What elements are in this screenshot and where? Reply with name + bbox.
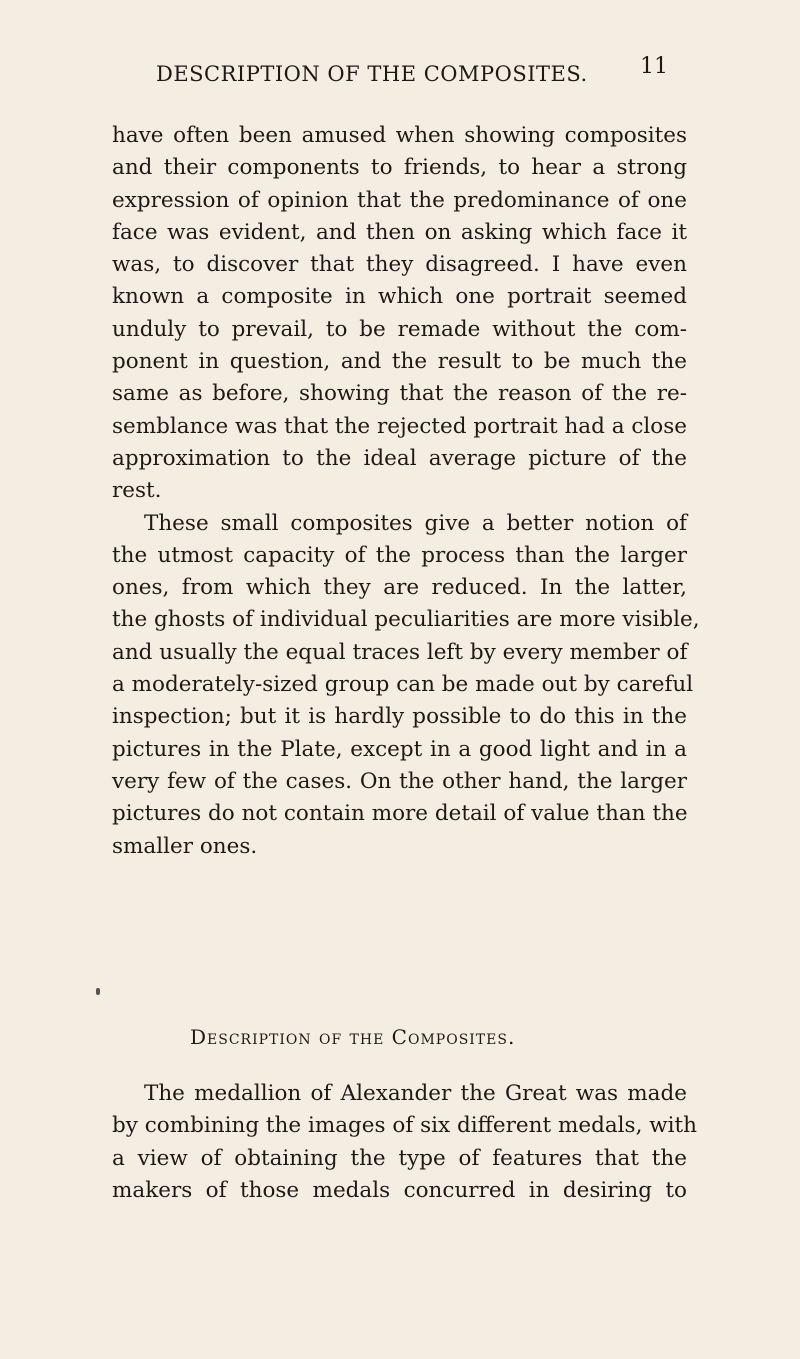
text-line: rest. [112, 478, 162, 504]
text-line: unduly to prevail, to be remade without the com- [112, 316, 687, 342]
text-line: pictures do not contain more detail of value than the [112, 801, 688, 827]
text-line: face was evident, and then on asking which face it [112, 219, 687, 245]
text-line: expression of opinion that the predominance of one [112, 187, 687, 213]
text-line: was, to discover that they disagreed. I have even [112, 252, 687, 278]
text-line: The medallion of Alexander the Great was made [144, 1081, 687, 1106]
text-line: ponent in question, and the result to be much the [112, 349, 687, 375]
text-line: by combining the images of six different medals, with [112, 1113, 698, 1139]
text-line: the utmost capacity of the process than the larger [112, 542, 687, 568]
text-line: very few of the cases. On the other hand, the larger [112, 768, 687, 794]
paragraph-1 [112, 120, 687, 508]
text-line: and their components to friends, to hear a strong [112, 155, 687, 181]
text-line: known a composite in which one portrait seemed [112, 284, 687, 310]
text-line: a moderately-sized group can be made out by careful [112, 672, 694, 698]
text-line: ones, from which they are reduced. In the latter, [112, 575, 687, 601]
section-paragraph [112, 1078, 698, 1207]
text-line: and usually the equal traces left by every member of [112, 639, 688, 665]
text-line: inspection; but it is hardly possible to do this in the [112, 704, 687, 730]
text-line: have often been amused when showing composites [112, 123, 687, 148]
page-number: 11 [640, 54, 668, 79]
text-line: These small composites give a better notion of [144, 510, 687, 536]
text-line: semblance was that the rejected portrait had a close [112, 413, 687, 439]
print-blemish [96, 988, 100, 995]
text-line: makers of those medals concurred in desiring to [112, 1177, 687, 1203]
body-text [112, 120, 700, 863]
text-line: a view of obtaining the type of features that the [112, 1145, 687, 1171]
text-line: approximation to the ideal average picture of the [112, 445, 687, 471]
running-title: DESCRIPTION OF THE COMPOSITES. [156, 62, 588, 86]
text-line: pictures in the Plate, except in a good light and in a [112, 736, 687, 762]
section-heading: Description of the Composites. [190, 1025, 516, 1049]
running-head [0, 54, 800, 98]
text-line: smaller ones. [112, 833, 258, 859]
text-line: the ghosts of individual peculiarities are more visible, [112, 607, 700, 633]
text-line: same as before, showing that the reason of the re- [112, 381, 687, 407]
paragraph-2 [112, 508, 700, 863]
